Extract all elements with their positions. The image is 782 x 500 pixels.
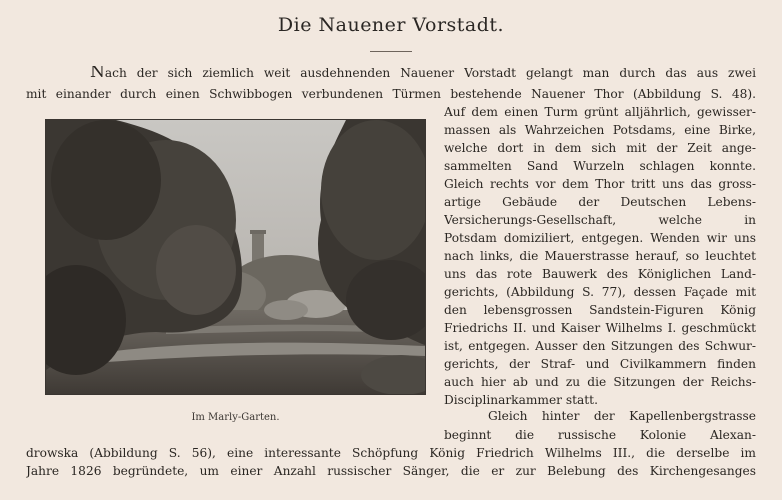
paragraph-line-13: gerichts, (Abbildung S. 77), dessen Façade mit (444, 285, 756, 299)
drop-letter: N (90, 66, 105, 81)
paragraph-line-16: ist, entgegen. Ausser den Sitzungen des Schwur- (444, 339, 756, 353)
paragraph-line-15: Friedrichs II. und Kaiser Wilhelms I. geschmückt (444, 321, 756, 335)
paragraph-line-11: nach links, die Mauerstrasse herauf, so leuchtet (444, 249, 756, 263)
paragraph-line-22: drowska (Abbildung S. 56), eine interessante Schöpfung König Friedrich Wilhelms III., die derselbe im (26, 446, 756, 460)
paragraph-line-5: welche dort in dem sich mit der Zeit ange- (444, 141, 756, 155)
paragraph-line-10: Potsdam domiziliert, entgegen. Wenden wir uns (444, 231, 756, 245)
paragraph-line-14: den lebensgrossen Sandstein-Figuren König (444, 303, 756, 317)
paragraph-line-21: beginnt die russische Kolonie Alexan- (444, 428, 756, 442)
garden-photograph (45, 119, 426, 395)
paragraph-line-12: uns das rote Bauwerk des Königlichen Land- (444, 267, 756, 281)
paragraph-line-19: Disciplinarkammer statt. (444, 393, 598, 407)
paragraph-line-8: artige Gebäude der Deutschen Lebens- (444, 195, 756, 209)
paragraph-line-9: Versicherungs-Gesellschaft, welche in (444, 213, 756, 227)
title-divider (370, 51, 412, 52)
photo-caption: Im Marly-Garten. (191, 412, 280, 423)
paragraph-line-6: sammelten Sand Wurzeln schlagen konnte. (444, 159, 756, 173)
paragraph-line-2: mit einander durch einen Schwibbogen verbundenen Türmen bestehende Nauener Thor (Abbildung S. 48). (26, 87, 756, 101)
paragraph-line-23: Jahre 1826 begründete, um einer Anzahl russischer Sänger, die er zur Belebung des Kirchengesanges (26, 464, 756, 478)
paragraph-line-18: auch hier ab und zu die Sitzungen der Reichs- (444, 375, 756, 389)
paragraph-line-20: Gleich hinter der Kapellenbergstrasse (488, 409, 756, 423)
paragraph-line-7: Gleich rechts vor dem Thor tritt uns das gross- (444, 177, 756, 191)
paragraph-line-4: massen als Wahrzeichen Potsdams, eine Birke, (444, 123, 756, 137)
paragraph-line-1: Nach der sich ziemlich weit ausdehnenden Nauener Vorstadt gelangt man durch das aus zwei (90, 66, 756, 81)
paragraph-line-3: Auf dem einen Turm grünt alljährlich, gewisser- (444, 105, 756, 119)
paragraph-line-17: gerichts, der Straf- und Civilkammern finden (444, 357, 756, 371)
page-title: Die Nauener Vorstadt. (277, 14, 505, 36)
